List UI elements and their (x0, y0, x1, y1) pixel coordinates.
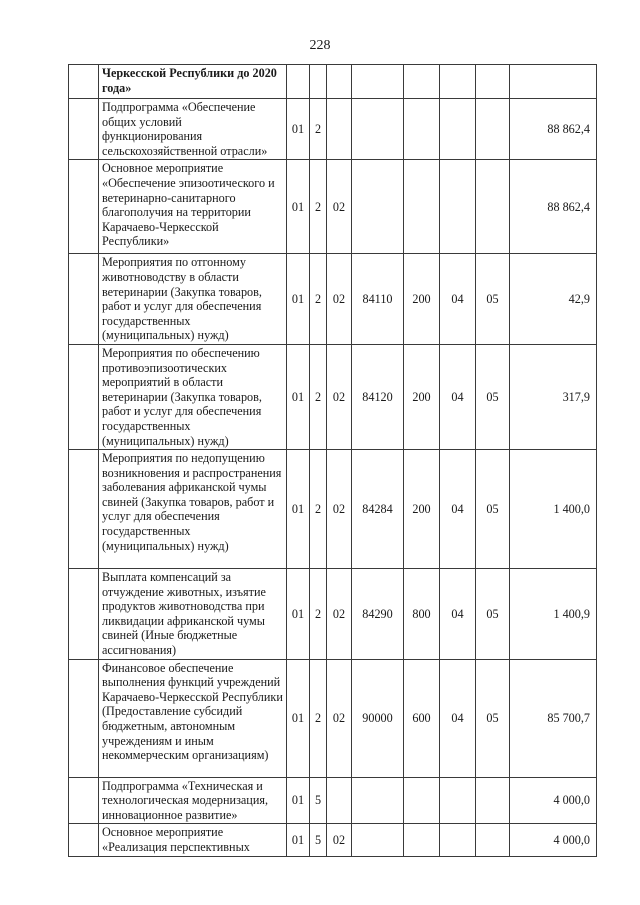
code-cell-c7: 05 (476, 659, 510, 777)
amount-cell: 88 862,4 (510, 160, 597, 254)
row-index-cell (69, 254, 99, 345)
code-cell-c5 (404, 824, 440, 857)
code-cell-c3 (327, 99, 352, 160)
code-cell-c1: 01 (287, 777, 310, 824)
code-cell-c4 (352, 777, 404, 824)
item-name-cell: Выплата компенсаций за отчуждение животных, изъятие продуктов животноводства при ликвидации африканской чумы свиней (Иные бюджетные ассигнования) (99, 569, 287, 660)
code-cell-c6 (440, 99, 476, 160)
code-cell-c2: 5 (310, 777, 327, 824)
code-cell-c3: 02 (327, 160, 352, 254)
code-cell-c1: 01 (287, 254, 310, 345)
code-cell-c1: 01 (287, 569, 310, 660)
table-row (69, 160, 597, 254)
table-row (69, 65, 597, 99)
code-cell-c5: 800 (404, 569, 440, 660)
row-index-cell (69, 659, 99, 777)
code-cell-c7: 05 (476, 254, 510, 345)
code-cell-c5: 600 (404, 659, 440, 777)
table-row (69, 659, 597, 777)
code-cell-c7 (476, 99, 510, 160)
code-cell-c3 (327, 65, 352, 99)
code-cell-c3: 02 (327, 344, 352, 449)
code-cell-c4: 90000 (352, 659, 404, 777)
table-row (69, 254, 597, 345)
code-cell-c3 (327, 777, 352, 824)
table-row (69, 99, 597, 160)
code-cell-c4 (352, 65, 404, 99)
code-cell-c1: 01 (287, 824, 310, 857)
code-cell-c5: 200 (404, 254, 440, 345)
row-index-cell (69, 569, 99, 660)
code-cell-c4 (352, 99, 404, 160)
code-cell-c2: 2 (310, 160, 327, 254)
table-row (69, 777, 597, 824)
code-cell-c7 (476, 777, 510, 824)
item-name-cell: Мероприятия по отгонному животноводству в области ветеринарии (Закупка товаров, работ и услуг для обеспечения государственных (муниципальных) нужд) (99, 254, 287, 345)
amount-cell: 85 700,7 (510, 659, 597, 777)
code-cell-c4 (352, 160, 404, 254)
code-cell-c7 (476, 824, 510, 857)
row-index-cell (69, 824, 99, 857)
code-cell-c1: 01 (287, 659, 310, 777)
code-cell-c3: 02 (327, 824, 352, 857)
code-cell-c7: 05 (476, 569, 510, 660)
code-cell-c7: 05 (476, 450, 510, 569)
code-cell-c6 (440, 160, 476, 254)
row-index-cell (69, 65, 99, 99)
code-cell-c1: 01 (287, 99, 310, 160)
code-cell-c4: 84284 (352, 450, 404, 569)
code-cell-c5 (404, 65, 440, 99)
amount-cell: 1 400,9 (510, 569, 597, 660)
table-row (69, 450, 597, 569)
item-name-cell: Подпрограмма «Обеспечение общих условий функционирования сельскохозяйственной отрасли» (99, 99, 287, 160)
row-index-cell (69, 344, 99, 449)
page-number: 228 (309, 38, 331, 53)
code-cell-c4: 84120 (352, 344, 404, 449)
code-cell-c2: 2 (310, 450, 327, 569)
row-index-cell (69, 99, 99, 160)
table-row (69, 569, 597, 660)
code-cell-c2: 2 (310, 659, 327, 777)
code-cell-c6: 04 (440, 659, 476, 777)
item-name-cell: Черкесской Республики до 2020 года» (99, 65, 287, 99)
code-cell-c3: 02 (327, 659, 352, 777)
item-name-cell: Подпрограмма «Техническая и технологическая модернизация, инновационное развитие» (99, 777, 287, 824)
code-cell-c6: 04 (440, 569, 476, 660)
amount-cell (510, 65, 597, 99)
code-cell-c2: 5 (310, 824, 327, 857)
code-cell-c5: 200 (404, 450, 440, 569)
code-cell-c3: 02 (327, 569, 352, 660)
amount-cell: 1 400,0 (510, 450, 597, 569)
code-cell-c1: 01 (287, 344, 310, 449)
code-cell-c7: 05 (476, 344, 510, 449)
code-cell-c2 (310, 65, 327, 99)
amount-cell: 4 000,0 (510, 777, 597, 824)
code-cell-c4: 84110 (352, 254, 404, 345)
code-cell-c1: 01 (287, 160, 310, 254)
code-cell-c1: 01 (287, 450, 310, 569)
row-index-cell (69, 160, 99, 254)
code-cell-c2: 2 (310, 569, 327, 660)
code-cell-c6 (440, 824, 476, 857)
table-row (69, 344, 597, 449)
code-cell-c2: 2 (310, 254, 327, 345)
item-name-cell: Основное мероприятие «Реализация перспективных (99, 824, 287, 857)
code-cell-c2: 2 (310, 344, 327, 449)
amount-cell: 4 000,0 (510, 824, 597, 857)
code-cell-c5 (404, 777, 440, 824)
code-cell-c7 (476, 160, 510, 254)
code-cell-c7 (476, 65, 510, 99)
code-cell-c5: 200 (404, 344, 440, 449)
item-name-cell: Мероприятия по обеспечению противоэпизоотических мероприятий в области ветеринарии (Закупка товаров, работ и услуг для обеспечения государственных (муниципальных) нужд) (99, 344, 287, 449)
budget-table (68, 64, 597, 857)
code-cell-c6 (440, 65, 476, 99)
code-cell-c5 (404, 99, 440, 160)
amount-cell: 88 862,4 (510, 99, 597, 160)
code-cell-c6: 04 (440, 254, 476, 345)
item-name-cell: Финансовое обеспечение выполнения функций учреждений Карачаево-Черкесской Республики (Предоставление субсидий бюджетным, автономным учреждениям и иным некоммерческим организациям) (99, 659, 287, 777)
amount-cell: 42,9 (510, 254, 597, 345)
code-cell-c2: 2 (310, 99, 327, 160)
amount-cell: 317,9 (510, 344, 597, 449)
code-cell-c3: 02 (327, 450, 352, 569)
table-row (69, 824, 597, 857)
code-cell-c5 (404, 160, 440, 254)
code-cell-c1 (287, 65, 310, 99)
code-cell-c4 (352, 824, 404, 857)
code-cell-c6 (440, 777, 476, 824)
code-cell-c6: 04 (440, 344, 476, 449)
code-cell-c4: 84290 (352, 569, 404, 660)
item-name-cell: Основное мероприятие «Обеспечение эпизоотического и ветеринарно-санитарного благополучия на территории Карачаево-Черкесской Республики» (99, 160, 287, 254)
item-name-cell: Мероприятия по недопущению возникновения и распространения заболевания африканской чумы свиней (Закупка товаров, работ и услуг для обеспечения государственных (муниципальных) нужд) (99, 450, 287, 569)
row-index-cell (69, 450, 99, 569)
code-cell-c3: 02 (327, 254, 352, 345)
code-cell-c6: 04 (440, 450, 476, 569)
row-index-cell (69, 777, 99, 824)
